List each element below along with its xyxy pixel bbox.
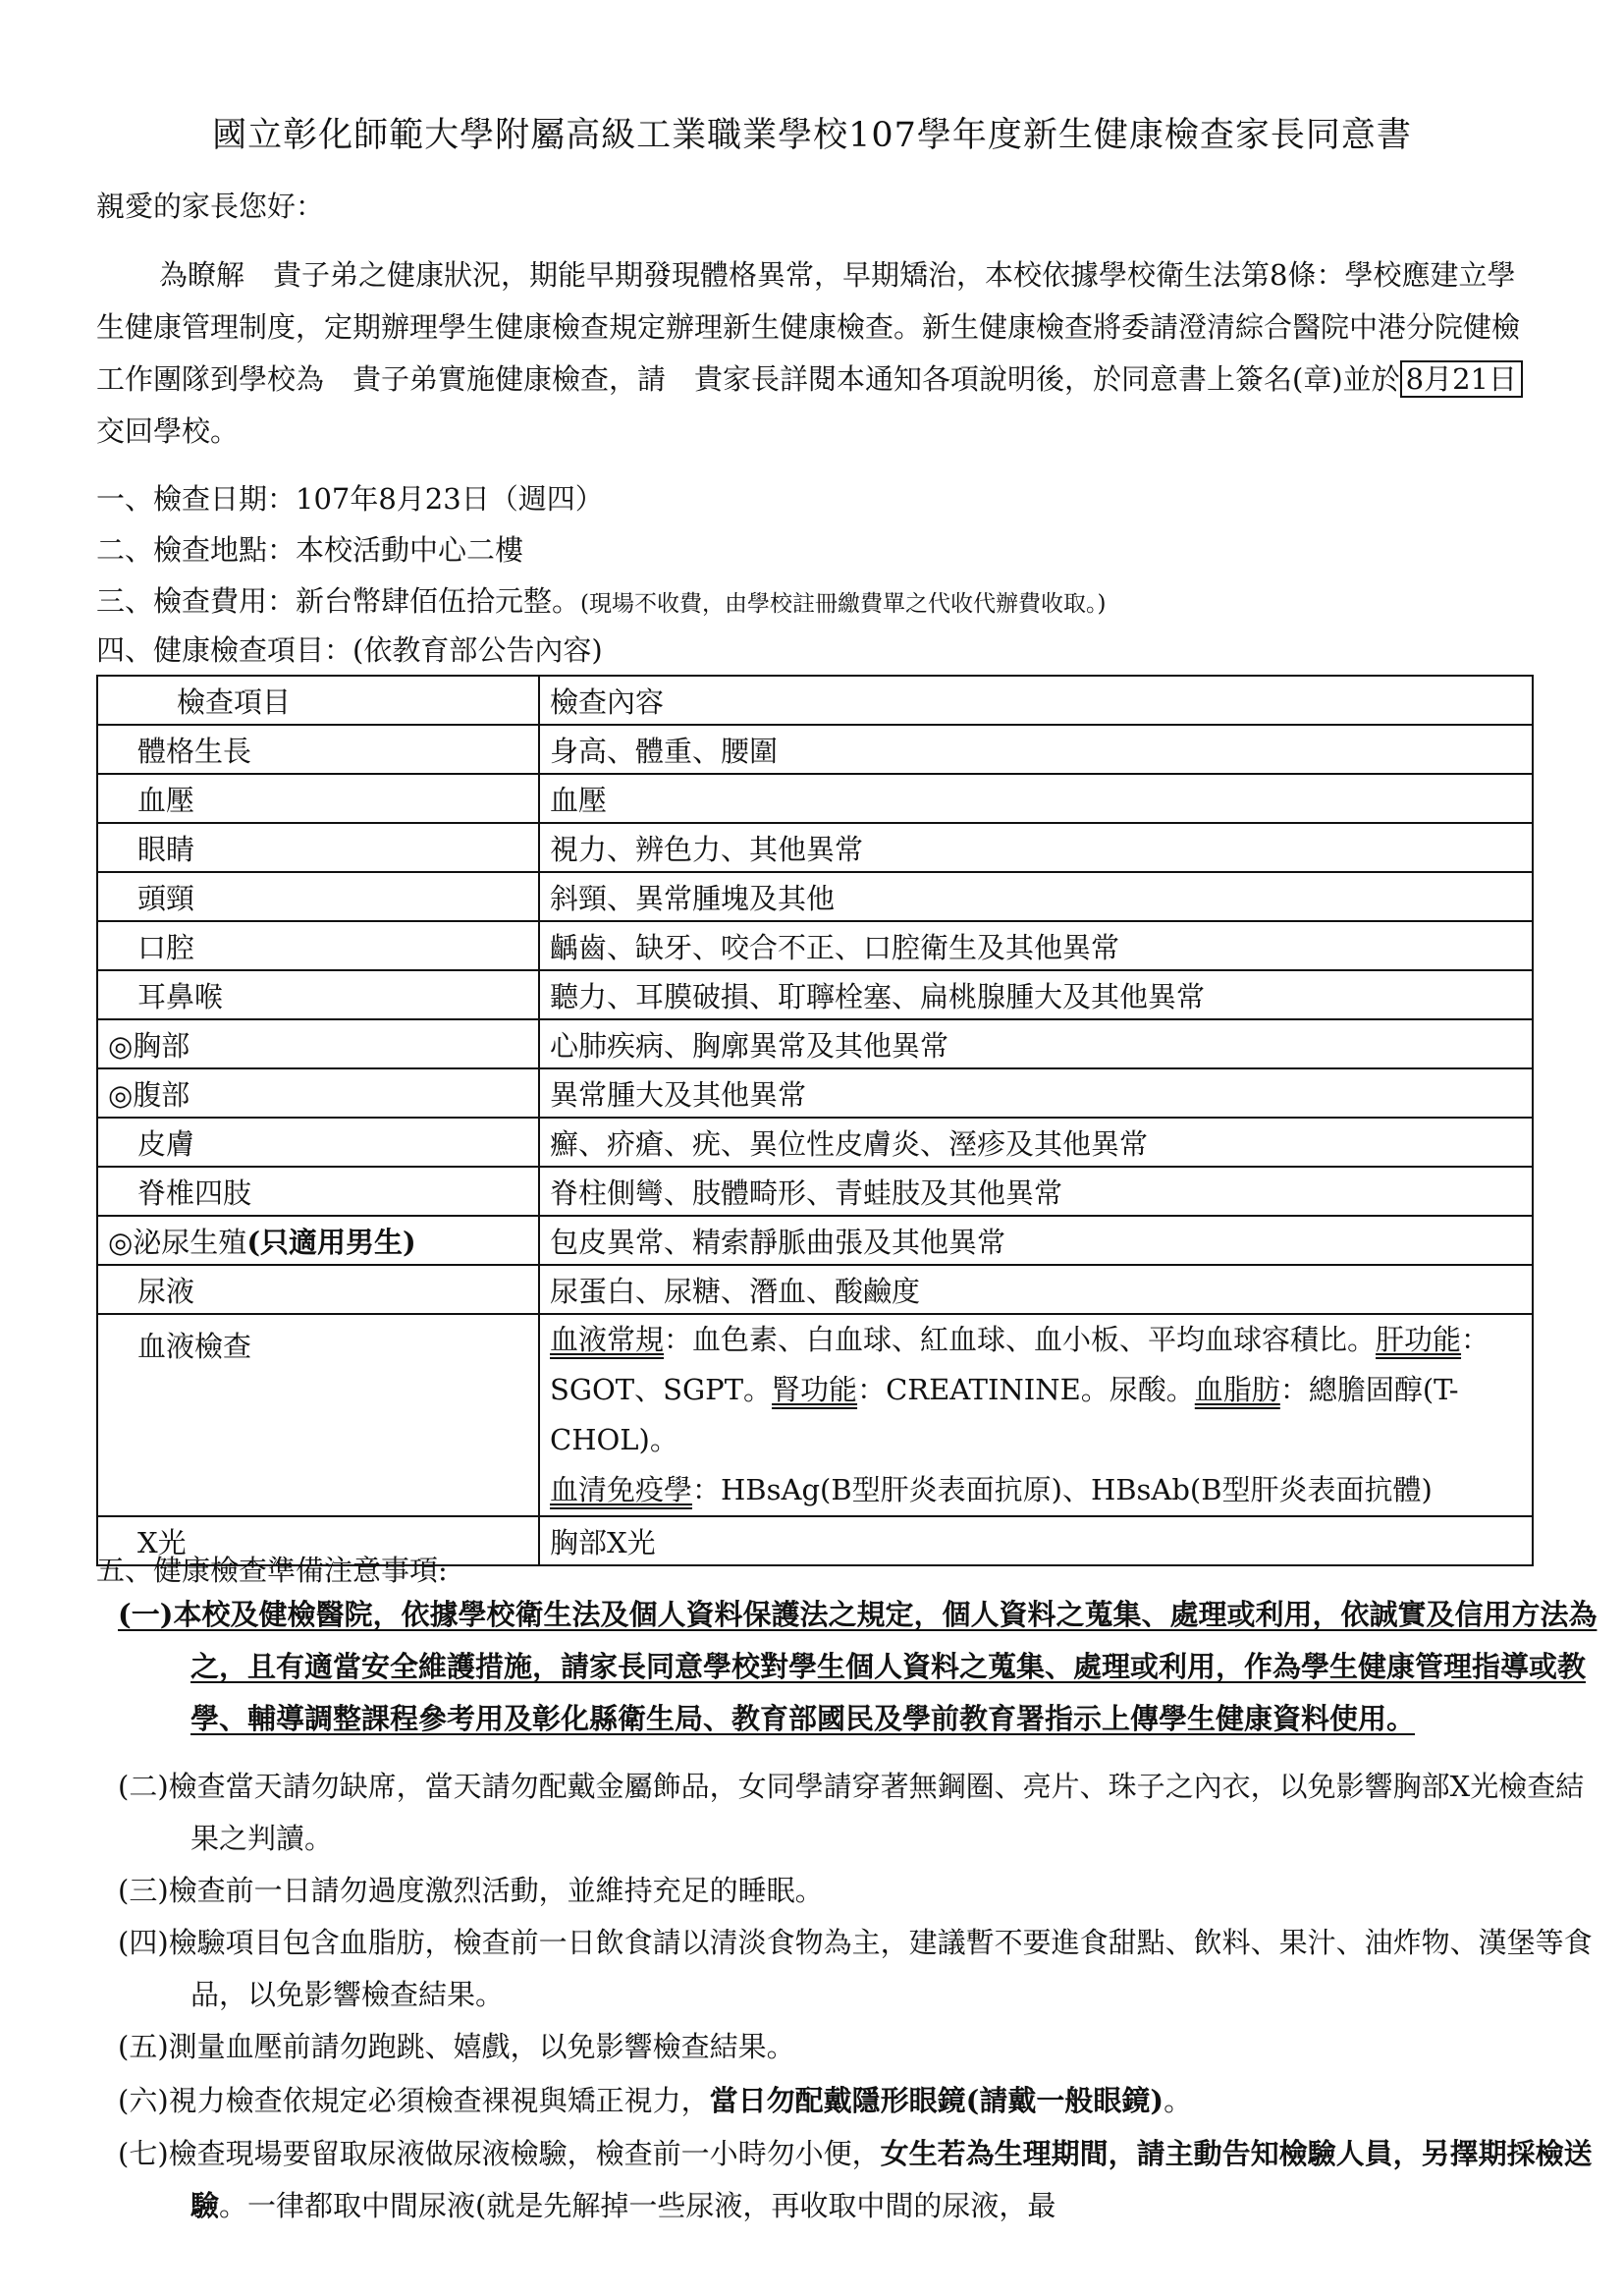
row-content: 齲齒、缺牙、咬合不正、口腔衛生及其他異常 [539,921,1533,970]
row-content: 心肺疾病、胸廓異常及其他異常 [539,1019,1533,1068]
row-item: 血壓 [97,774,539,823]
table-row [97,774,1533,823]
row-item: 眼睛 [97,823,539,872]
greeting: 親愛的家長您好： [96,190,325,223]
exam-items-table [96,675,1534,1566]
table-row-blood [97,1314,1533,1516]
deadline-box: 8月21日 [1400,360,1523,398]
serum-immunology-label: 血清免疫學 [550,1473,693,1506]
row-content: 聽力、耳膜破損、耵聹栓塞、扁桃腺腫大及其他異常 [539,970,1533,1019]
note-1-privacy: (一)本校及健檢醫院，依據學校衛生法及個人資料保護法之規定，個人資料之蒐集、處理或利用，依誠實及信用方法為之，且有適當安全維護措施，請家長同意學校對學生個人資料之蒐集、處理或利用，作為學生健康管理指導或教學、輔導調整課程參考用及彰化縣衛生局、教育部國民及學前教育署指示上傳學生健康資料使用。 [118,1598,1597,1735]
section-notes-heading: 五、健康檢查準備注意事項: [96,1554,448,1587]
table-row [97,970,1533,1019]
note-2-attire: (二)檢查當天請勿缺席，當天請勿配戴金屬飾品，女同學請穿著無鋼圈、亮片、珠子之內衣，以免影響胸部X光檢查結果之判讀。 [118,1770,1585,1855]
row-content: 異常腫大及其他異常 [539,1068,1533,1118]
note-7-end: 。一律都取中間尿液(就是先解掉一些尿液，再收取中間的尿液，最 [219,2189,1056,2222]
table-row [97,921,1533,970]
row-item: 尿液 [97,1265,539,1314]
blood-routine-label: 血液常規 [550,1323,665,1356]
urology-male-only: (只適用男生) [246,1225,416,1259]
row-content: 胸部X光 [539,1516,1533,1565]
document-title: 國立彰化師範大學附屬高級工業職業學校107學年度新生健康檢查家長同意書 [212,116,1412,155]
blood-routine-text: ：血色素、白血球、紅血球、血小板、平均血球容積比。 [664,1323,1377,1356]
header-item: 檢查項目 [97,676,539,725]
table-row [97,823,1533,872]
row-item [97,1216,539,1265]
header-content: 檢查內容 [539,676,1533,725]
row-item: ◎腹部 [97,1068,539,1118]
row-item: 皮膚 [97,1118,539,1167]
note-4-diet: (四)檢驗項目包含血脂肪，檢查前一日飲食請以清淡食物為主，建議暫不要進食甜點、飲料、果汁、油炸物、漢堡等食品，以免影響檢查結果。 [118,1926,1593,2011]
serum-immunology-text: ：HBsAg(B型肝炎表面抗原)、HBsAb(B型肝炎表面抗體) [692,1473,1433,1506]
row-content: 血壓 [539,774,1533,823]
note-3-rest: (三)檢查前一日請勿過度激烈活動，並維持充足的睡眠。 [118,1874,824,1907]
row-content: 癬、疥瘡、疣、異位性皮膚炎、溼疹及其他異常 [539,1118,1533,1167]
kidney-function-label: 腎功能 [772,1373,858,1406]
section-location: 二、檢查地點：本校活動中心二樓 [96,533,524,567]
blood-lipid-label: 血脂肪 [1194,1373,1280,1406]
table-row [97,1019,1533,1068]
row-item: 血液檢查 [97,1314,539,1516]
kidney-function-text: ：CREATININE。尿酸。 [857,1373,1195,1406]
row-content: 斜頸、異常腫塊及其他 [539,872,1533,921]
table-row [97,1118,1533,1167]
fee-text: 三、檢查費用：新台幣肆佰伍拾元整。 [96,584,581,618]
row-item: 體格生長 [97,725,539,774]
fee-note: (現場不收費，由學校註冊繳費單之代收代辦費收取。) [580,591,1107,617]
row-item: ◎胸部 [97,1019,539,1068]
row-item: X光 [97,1516,539,1565]
note-6-end: 。 [1164,2084,1193,2117]
table-row-urine [97,1265,1533,1314]
note-7-emphasis: 女生若為生理期間，請主動告知檢驗人員，另擇期採檢送驗 [190,2137,1593,2222]
section-date: 一、檢查日期：107年8月23日（週四） [96,482,604,516]
urology-label: ◎泌尿生殖 [108,1225,247,1259]
liver-function-text: ：SGOT、SGPT。 [550,1323,1490,1406]
table-row [97,1068,1533,1118]
liver-function-label: 肝功能 [1376,1323,1462,1356]
row-item: 脊椎四肢 [97,1167,539,1216]
intro-text-end: 交回學校。 [96,414,240,448]
row-content: 包皮異常、精索靜脈曲張及其他異常 [539,1216,1533,1265]
note-6-vision [118,2075,1609,2127]
row-item: 口腔 [97,921,539,970]
row-item: 頭頸 [97,872,539,921]
note-6-text: (六)視力檢查依規定必須檢查裸視與矯正視力， [118,2084,710,2117]
row-item: 耳鼻喉 [97,970,539,1019]
intro-paragraph [96,249,1532,458]
note-7-urine [118,2128,1609,2232]
section-fee [96,579,1106,620]
table-row [97,872,1533,921]
row-content: 脊柱側彎、肢體畸形、青蛙肢及其他異常 [539,1167,1533,1216]
note-7-text: (七)檢查現場要留取尿液做尿液檢驗，檢查前一小時勿小便， [118,2137,881,2170]
row-content: 視力、辨色力、其他異常 [539,823,1533,872]
table-header-row [97,676,1533,725]
intro-text: 為瞭解 貴子弟之健康狀況，期能早期發現體格異常，早期矯治，本校依據學校衛生法第8條：學校應建立學生健康管理制度，定期辦理學生健康檢查規定辦理新生健康檢查。新生健康檢查將委請澄清綜合醫院中港分院健檢工作團隊到學校為 貴子弟實施健康檢查，請 貴家長詳閱本通知各項說明後，於同意書上簽名(章)並於 [96,258,1521,396]
section-items: 四、健康檢查項目：(依教育部公告內容) [96,633,603,667]
note-5-blood-pressure: (五)測量血壓前請勿跑跳、嬉戲，以免影響檢查結果。 [118,2030,795,2063]
row-content: 身高、體重、腰圍 [539,725,1533,774]
table-row-urology [97,1216,1533,1265]
row-content [539,1314,1533,1516]
blood-lipid-text: ：總膽固醇(T-CHOL)。 [550,1373,1459,1456]
table-row [97,1167,1533,1216]
table-row [97,725,1533,774]
row-content: 尿蛋白、尿糖、潛血、酸鹼度 [539,1265,1533,1314]
note-6-emphasis: 當日勿配戴隱形眼鏡(請戴一般眼鏡) [709,2084,1164,2117]
